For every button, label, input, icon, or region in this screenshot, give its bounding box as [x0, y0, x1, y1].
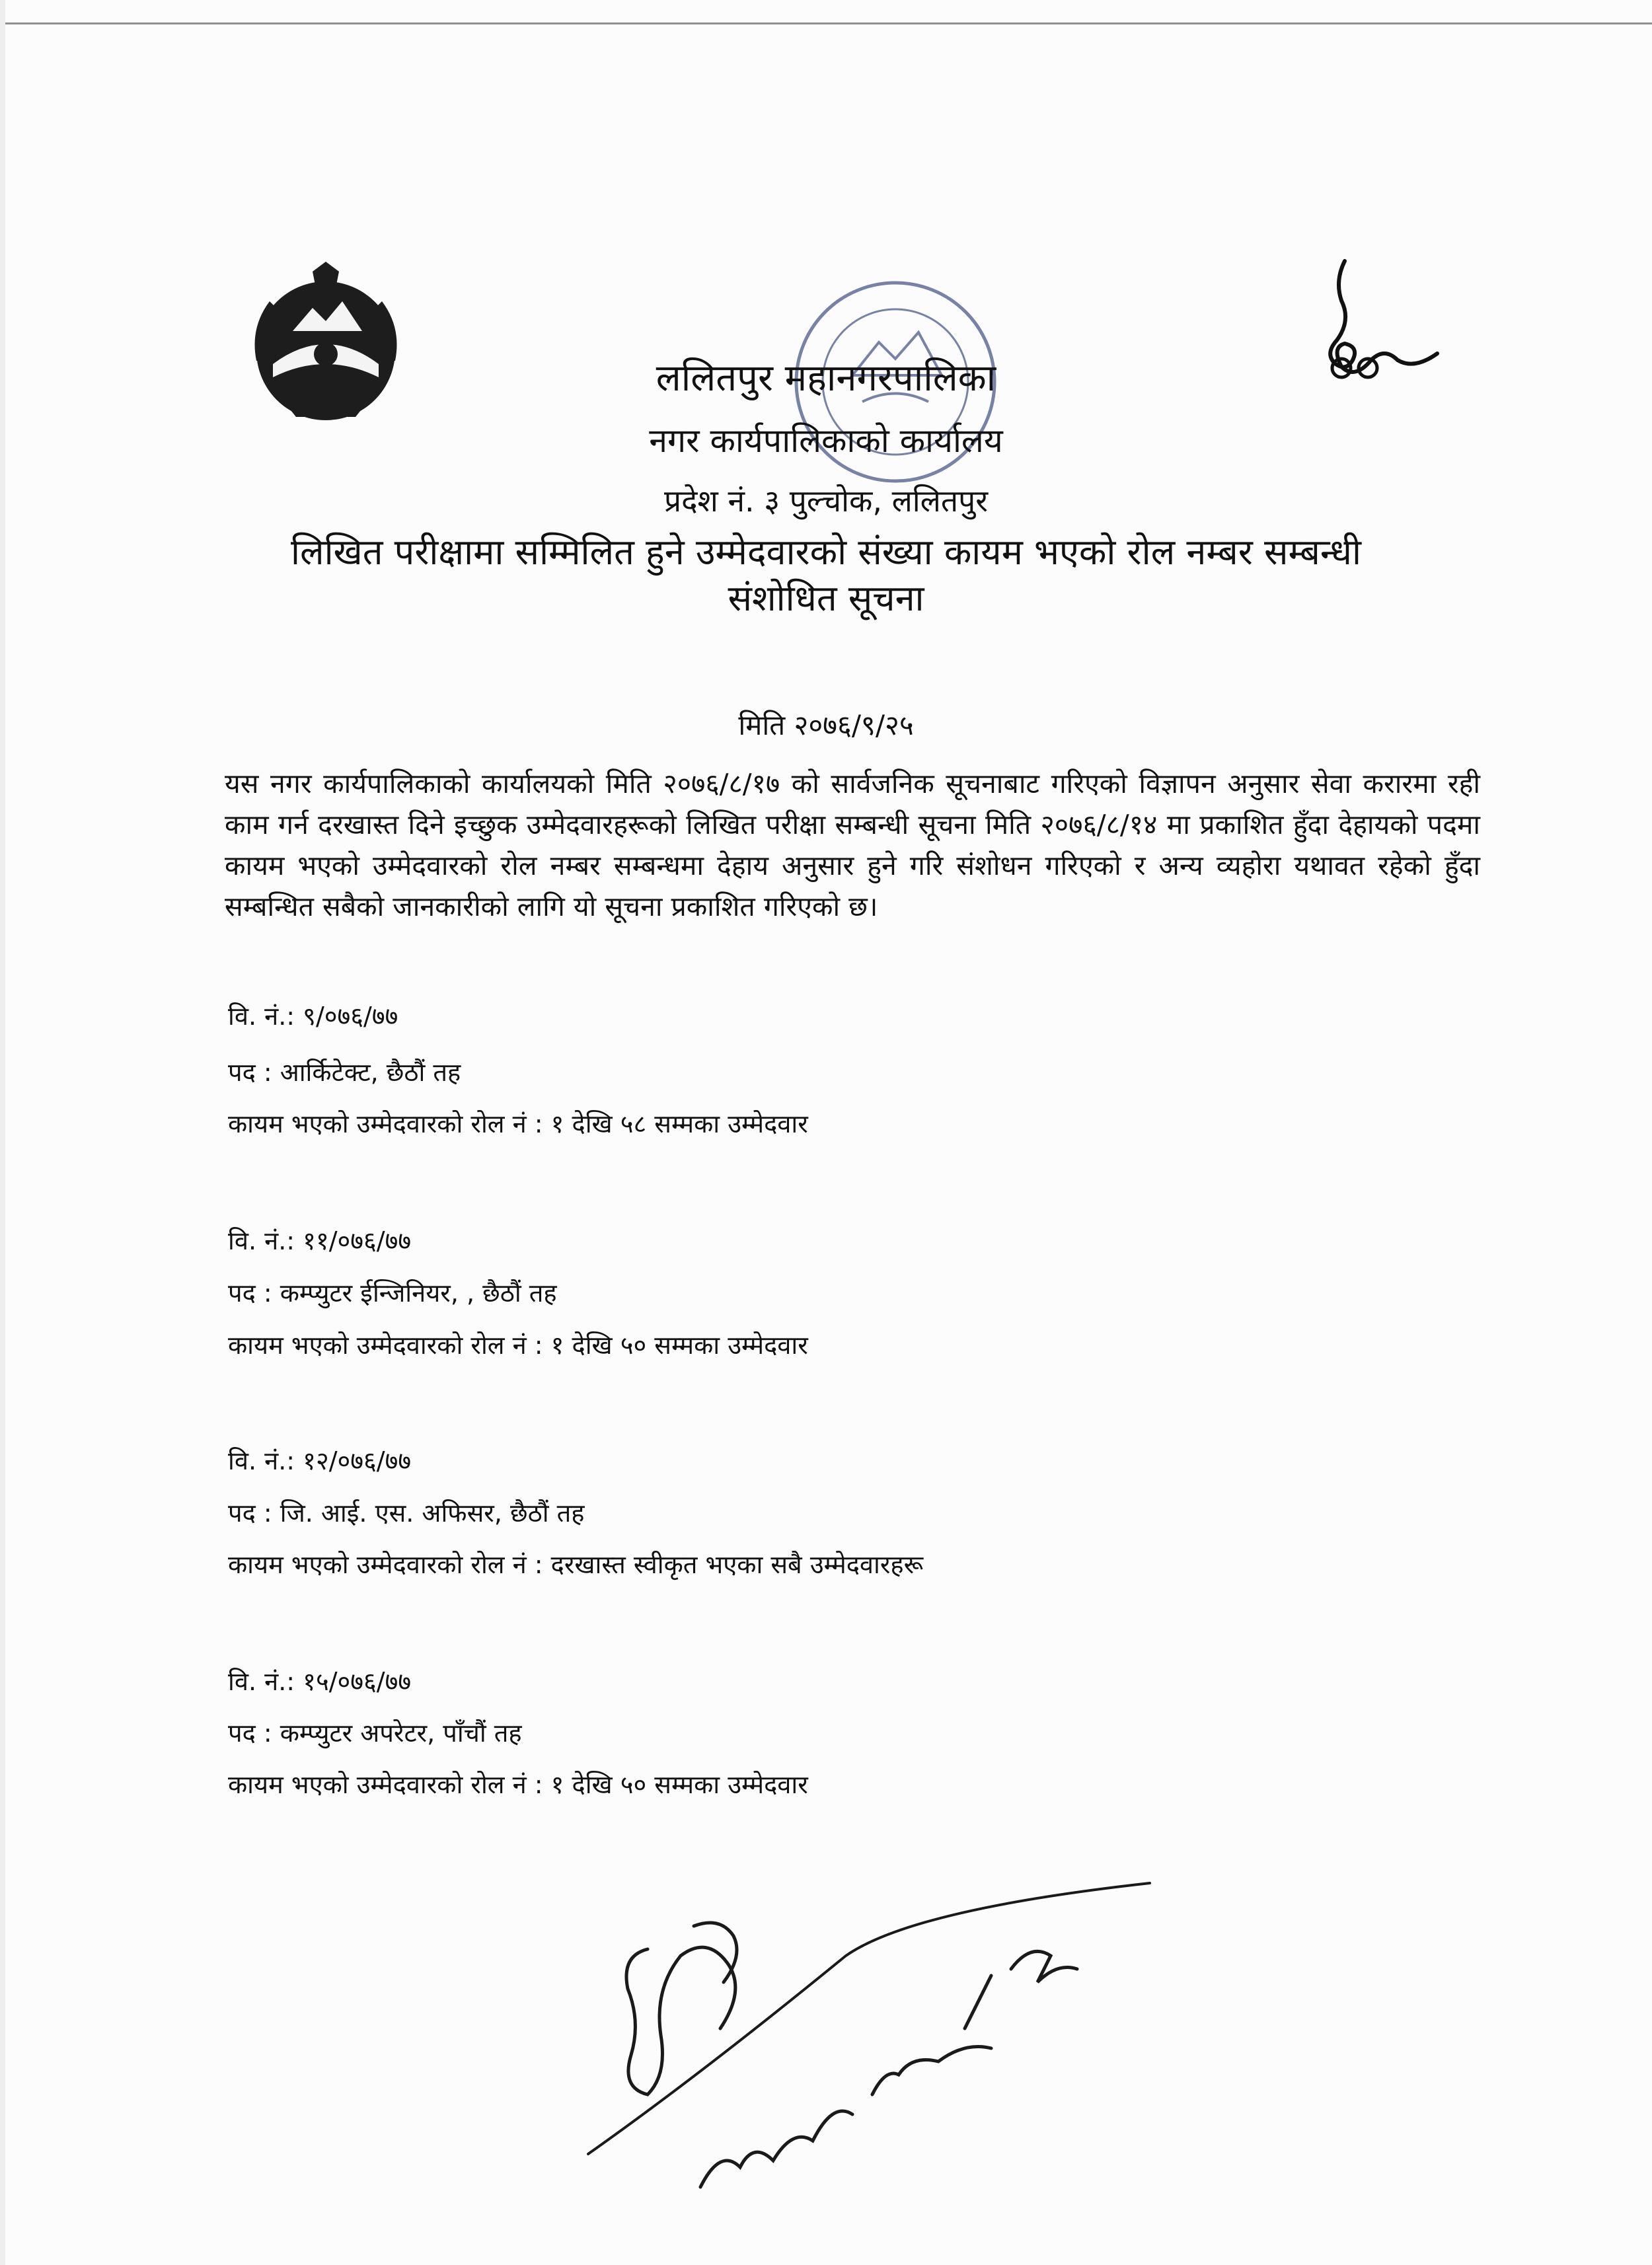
notice-body: यस नगर कार्यपालिकाको कार्यालयको मिति २०७६/८/१७ को सार्वजनिक सूचनाबाट गरिएको विज्ञापन अनुसार सेवा करारमा रही काम गर्न दरखास्त दिने इच्छुक उम्मेदवारहरूको लिखित परीक्षा सम्बन्धी सूचना मिति २०७६/८/१४ मा प्रकाशित हुँदा देहायको पदमा कायम भएको उम्मेदवारको रोल नम्बर सम्बन्धमा देहाय अनुसार हुने गरि संशोधन गरिएको र अन्य व्यहोरा यथावत रहेको हुँदा सम्बन्धित सबैको जानकारीको लागि यो सूचना प्रकाशित गरिएको छ। — [225, 768, 1480, 922]
post-name: पद : कम्प्युटर अपरेटर, पाँचौं तह — [228, 1719, 522, 1748]
office-address: प्रदेश नं. ३ पुल्चोक, ललितपुर — [663, 483, 989, 519]
advertisement-number: वि. नं.: ९/०७६/७७ — [228, 1002, 398, 1031]
notice-title: लिखित परीक्षामा सम्मिलित हुने उम्मेदवारको संख्या कायम भएको रोल नम्बर सम्बन्धी — [290, 531, 1362, 573]
notice-subtitle: संशोधित सूचना — [728, 577, 924, 619]
notice-date: मिति २०७६/९/२५ — [738, 709, 914, 741]
roll-number-range: कायम भएको उम्मेदवारको रोल नं : दरखास्त स्वीकृत भएका सबै उम्मेदवारहरू — [228, 1550, 924, 1579]
scan-left-edge — [0, 0, 5, 2265]
office-name: नगर कार्यपालिकाको कार्यालय — [649, 422, 1003, 460]
advertisement-number: वि. नं.: १५/०७६/७७ — [228, 1667, 412, 1696]
post-name: पद : कम्प्युटर ईन्जिनियर, , छैठौं तह — [228, 1279, 557, 1308]
government-emblem-icon — [243, 262, 408, 427]
advertisement-number: वि. नं.: १२/०७६/७७ — [228, 1446, 412, 1475]
roll-number-range: कायम भएको उम्मेदवारको रोल नं : १ देखि ५० सम्मका उम्मेदवार — [228, 1331, 808, 1360]
scan-edge-line — [0, 22, 1652, 24]
post-name: पद : जि. आई. एस. अफिसर, छैठौं तह — [228, 1499, 585, 1528]
municipality-name: ललितपुर महानगरपालिका — [656, 357, 996, 400]
post-name: पद : आर्किटेक्ट, छैठौं तह — [228, 1058, 461, 1087]
roll-number-range: कायम भएको उम्मेदवारको रोल नं : १ देखि ५८ सम्मका उम्मेदवार — [228, 1109, 808, 1138]
advertisement-number: वि. नं.: ११/०७६/७७ — [228, 1226, 412, 1255]
handwritten-signature — [568, 1876, 1163, 2194]
roll-number-range: कायम भएको उम्मेदवारको रोल नं : १ देखि ५० सम्मका उम्मेदवार — [228, 1770, 808, 1799]
